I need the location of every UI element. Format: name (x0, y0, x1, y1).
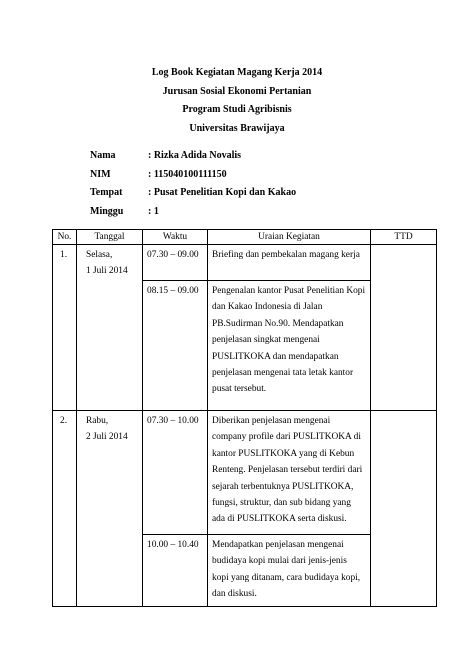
info-label: Tempat (90, 187, 123, 198)
info-label: NIM (90, 168, 111, 180)
row-date (77, 245, 143, 411)
activity-line: Renteng. Penjelasan tersebut terdiri dari (212, 465, 363, 476)
header-university: Universitas Brawijaya (189, 122, 285, 134)
row-date-text: 2 Juli 2014 (86, 432, 128, 442)
activity-line: fungsi, struktur, dan sub bidang yang (212, 498, 351, 509)
header-uraian: Uraian Kegiatan (208, 230, 371, 245)
activity-time: 07.30 – 10.00 (143, 411, 208, 535)
header-ttd: TTD (371, 230, 437, 245)
activity-description (208, 535, 371, 607)
activity-line: Briefing dan pembekalan magang kerja (212, 250, 360, 260)
row-number: 2. (53, 411, 77, 607)
activity-line: pusat tersebut. (212, 384, 267, 395)
activity-line: ada di PUSLITKOKA serta diskusi. (212, 514, 347, 525)
signature-cell (371, 245, 437, 411)
document-header (0, 64, 474, 138)
header-waktu: Waktu (143, 230, 208, 245)
row-day: Rabu, (86, 416, 109, 426)
activity-time: 10.00 – 10.40 (143, 535, 208, 607)
table-row (53, 411, 437, 535)
info-label: Minggu (90, 205, 124, 217)
activity-line: kantor PUSLITKOKA yang di Kebun (212, 448, 355, 459)
info-value: : 115040100111150 (148, 168, 227, 180)
activity-description (208, 281, 371, 411)
activity-line: PB.Sudirman No.90. Mendapatkan (212, 318, 344, 329)
row-date (77, 411, 143, 607)
row-day: Selasa, (86, 250, 113, 260)
activity-time: 07.30 – 09.00 (143, 245, 208, 281)
info-value: : Pusat Penelitian Kopi dan Kakao (148, 187, 297, 198)
activity-description (208, 411, 371, 535)
activity-time: 08.15 – 09.00 (143, 281, 208, 411)
table-header-row (53, 230, 437, 245)
activity-line: dan diskusi. (212, 589, 257, 600)
activity-line: Diberikan penjelasan mengenai (212, 416, 331, 426)
signature-cell (371, 411, 437, 607)
activity-line: kopi yang ditanam, cara budidaya kopi, (212, 572, 361, 583)
activity-line: company profile dari PUSLITKOKA di (212, 432, 361, 443)
activity-line: penjelasan mengenai tata letak kantor (212, 368, 354, 379)
activity-line: budidaya kopi mulai dari jenis-jenis (212, 556, 347, 567)
activity-line: PUSLITKOKA dan mendapatkan (212, 351, 339, 362)
activity-line: Pengenalan kantor Pusat Penelitian Kopi (212, 286, 366, 296)
table-row (53, 245, 437, 281)
info-value: : Rizka Adida Novalis (148, 150, 242, 161)
header-no: No. (53, 230, 77, 245)
activity-line: penjelasan singkat mengenai (212, 335, 320, 346)
row-number: 1. (53, 245, 77, 411)
info-value: : 1 (148, 205, 159, 217)
header-program: Program Studi Agribisnis (182, 104, 292, 115)
activity-line: sejarah terbentuknya PUSLITKOKA, (212, 481, 354, 492)
info-label: Nama (90, 150, 116, 161)
log-table (52, 229, 437, 607)
activity-description (208, 245, 371, 281)
row-date-text: 1 Juli 2014 (86, 266, 128, 276)
header-department: Jurusan Sosial Ekonomi Pertanian (162, 85, 312, 97)
header-title: Log Book Kegiatan Magang Kerja 2014 (151, 67, 323, 78)
activity-line: dan Kakao Indonesia di Jalan (212, 302, 323, 313)
header-tanggal: Tanggal (77, 230, 143, 245)
activity-line: Mendapatkan penjelasan mengenai (212, 540, 344, 550)
